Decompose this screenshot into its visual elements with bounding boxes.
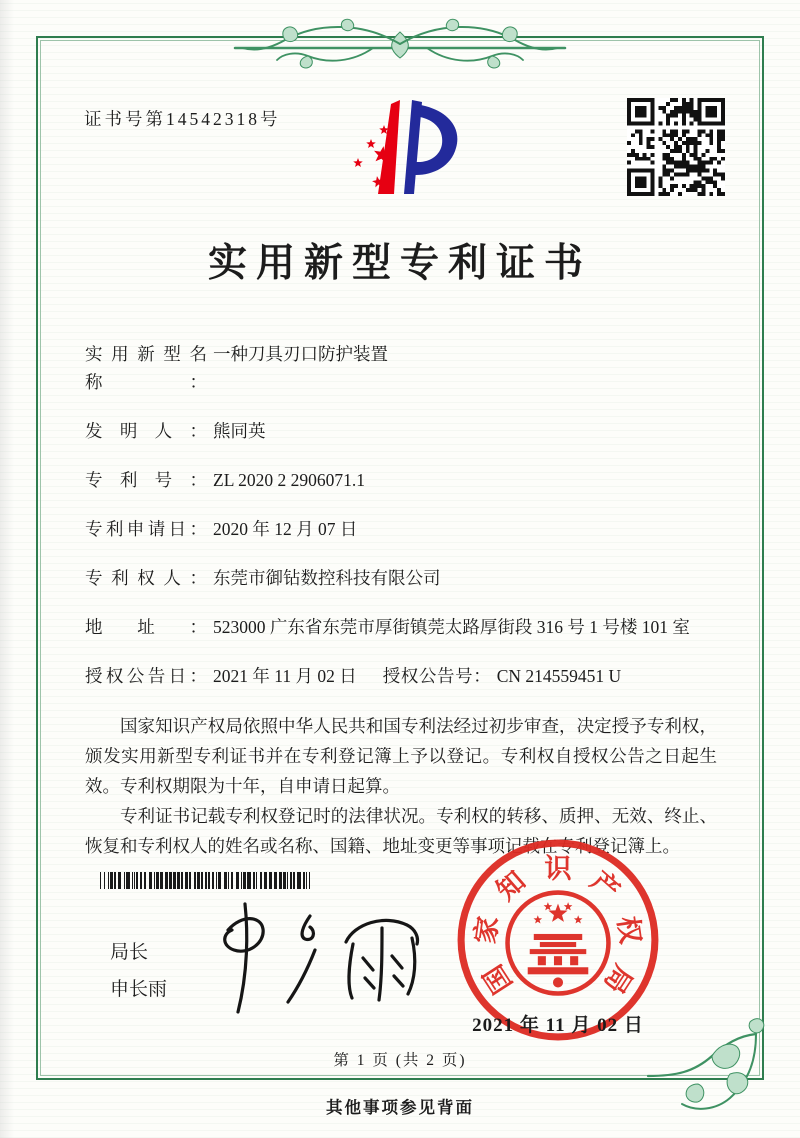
field-value: 2021 年 11 月 02 日: [213, 666, 357, 686]
barcode: [100, 872, 312, 889]
field-row-address: [85, 613, 717, 641]
field-value: ZL 2020 2 2906071.1: [213, 470, 365, 490]
field-row-grant-date: [85, 662, 717, 690]
svg-text:家: 家: [470, 914, 504, 946]
officer-name: 申长雨: [110, 979, 168, 1000]
svg-text:识: 识: [544, 853, 572, 884]
field-row-filing-date: [85, 515, 717, 543]
field-label: 授权公告号：: [382, 666, 491, 686]
patent-office-logo-icon: [334, 90, 486, 210]
svg-text:国: 国: [477, 959, 518, 999]
officer-block: [110, 934, 167, 1008]
legal-paragraph-1: 国家知识产权局依照中华人民共和国专利法经过初步审查，决定授予专利权，颁发实用新型专利证书并在专利登记簿上予以登记。专利权自授权公告之日起生效。专利权期限为十年，自申请日起算。: [85, 716, 717, 796]
field-value: 东莞市御钻数控科技有限公司: [213, 568, 441, 588]
certificate-body: [85, 340, 717, 861]
field-row-utility-model-name: [85, 340, 717, 396]
field-label: 实用新型名称：: [85, 344, 207, 392]
field-label: 专利申请日：: [85, 519, 207, 539]
field-value: 熊同英: [213, 421, 266, 441]
page-number: 第 1 页 (共 2 页): [333, 1052, 467, 1069]
back-side-note: 其他事项参见背面: [326, 1098, 474, 1117]
svg-text:权: 权: [612, 914, 646, 946]
seal-date: 2021 年 11 月 02 日: [472, 1015, 644, 1036]
director-signature: [198, 898, 430, 1020]
field-label: 专利号：: [85, 470, 207, 490]
officer-title: 局长: [110, 942, 149, 963]
certificate-title: 实用新型专利证书: [207, 242, 592, 285]
field-row-inventor: [85, 417, 717, 445]
field-value: CN 214559451 U: [496, 666, 622, 686]
field-value: 523000 广东省东莞市厚街镇莞太路厚街段 316 号 1 号楼 101 室: [213, 617, 690, 637]
field-row-patent-number: [85, 466, 717, 494]
qr-code: [627, 98, 725, 196]
field-value: 一种刀具刃口防护装置: [213, 344, 388, 364]
field-label: 地址：: [85, 617, 207, 637]
svg-text:知: 知: [490, 865, 532, 907]
field-row-grant-number: [383, 662, 621, 690]
national-emblem-icon: [508, 893, 609, 994]
field-label: 发明人：: [85, 421, 207, 441]
field-label: 专利权人：: [85, 568, 207, 588]
certificate-number: 证书号第14542318号: [84, 109, 281, 129]
field-value: 2020 年 12 月 07 日: [213, 519, 358, 539]
legal-paragraph-2: 专利证书记载专利权登记时的法律状况。专利权的转移、质押、无效、终止、恢复和专利权人的姓名或名称、国籍、地址变更等事项记载在专利登记簿上。: [85, 806, 717, 856]
field-row-patentee: [85, 564, 717, 592]
svg-text:产: 产: [584, 865, 626, 907]
svg-text:局: 局: [598, 959, 639, 999]
field-label: 授权公告日：: [85, 666, 207, 686]
